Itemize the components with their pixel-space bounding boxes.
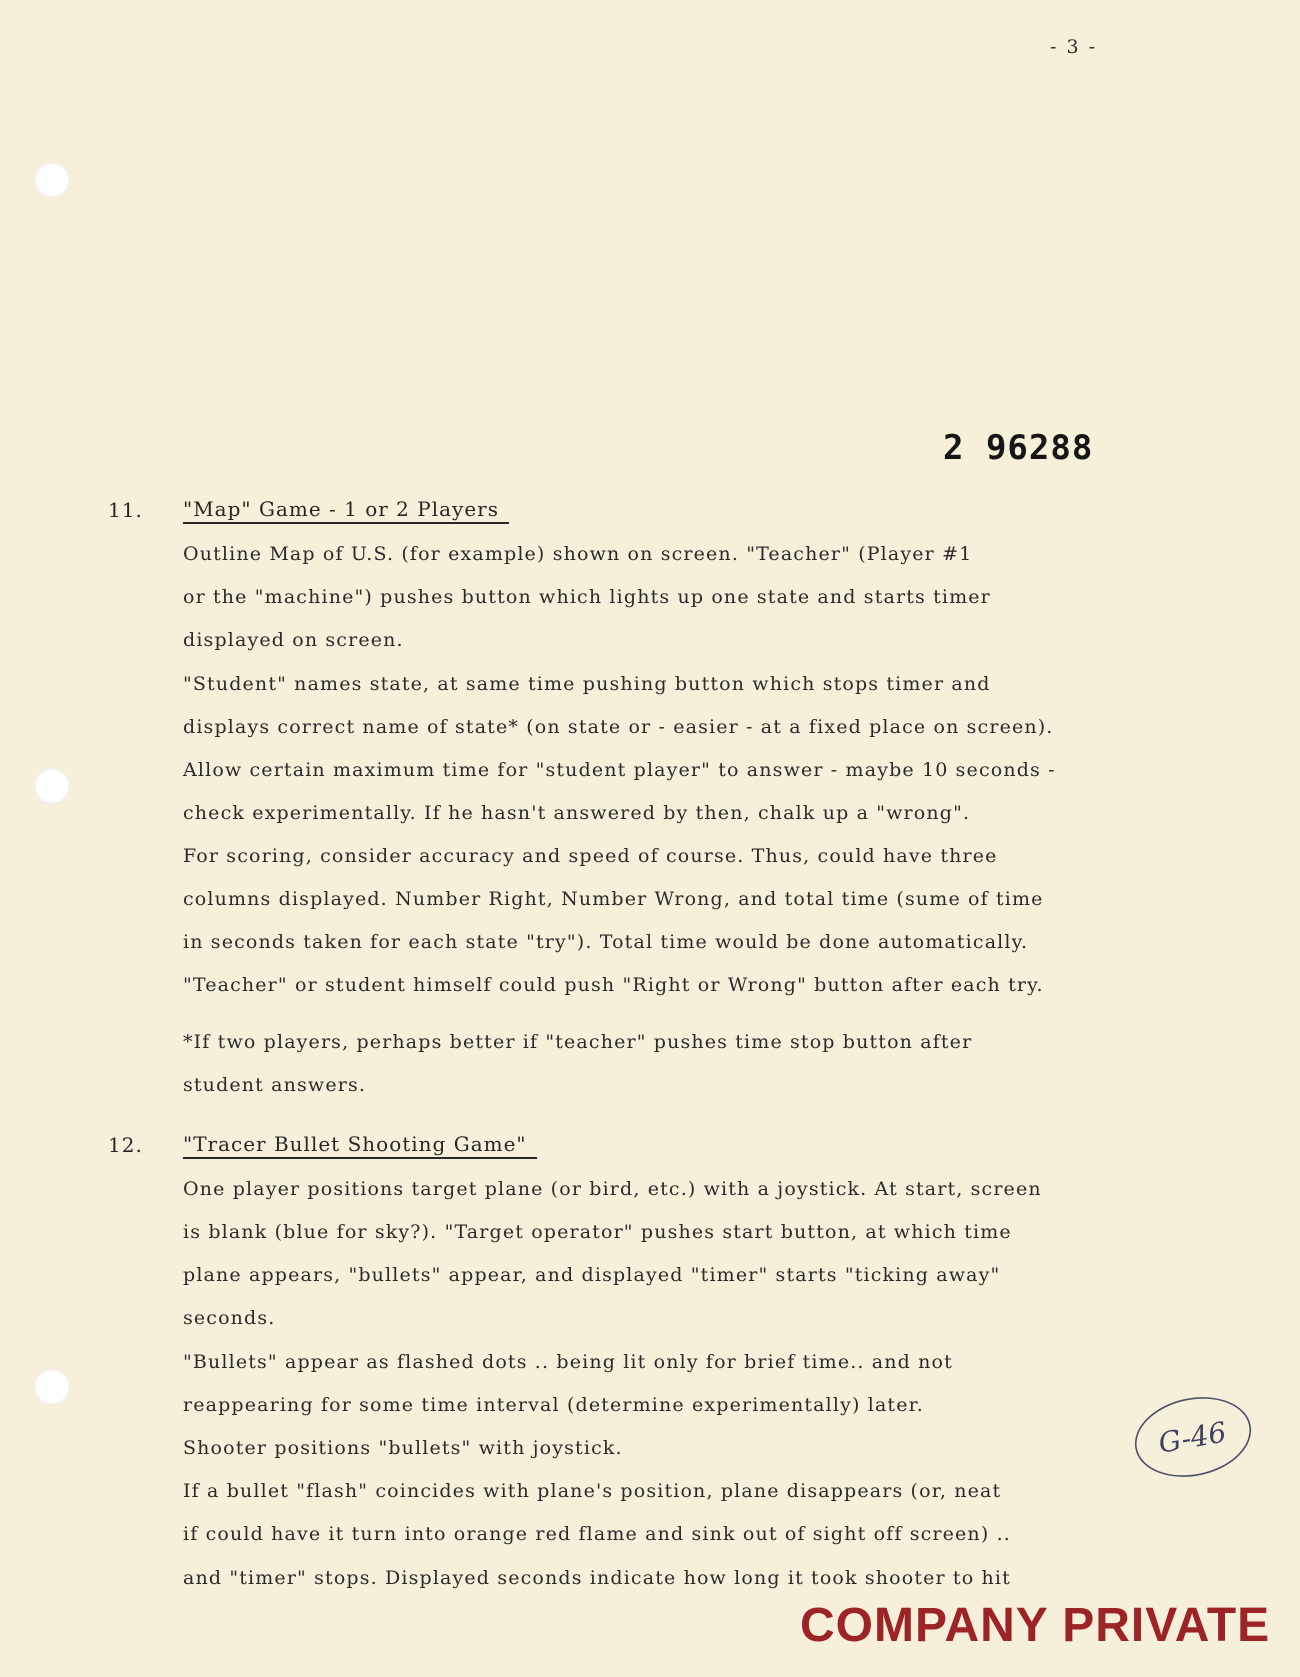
binder-hole-bottom — [34, 1369, 70, 1405]
section-number-11: 11. — [108, 498, 143, 522]
section-11-line: or the "machine") pushes button which lights up one state and starts timer — [183, 586, 991, 608]
section-11-footnote: *If two players, perhaps better if "teacher" pushes time stop button after — [183, 1031, 973, 1053]
section-number-12: 12. — [108, 1133, 143, 1157]
section-11-line: check experimentally. If he hasn't answered by then, chalk up a "wrong". — [183, 802, 971, 824]
section-heading-map-game: "Map" Game - 1 or 2 Players — [183, 497, 509, 524]
section-11-footnote: student answers. — [183, 1074, 367, 1096]
section-12-line: if could have it turn into orange red flame and sink out of sight off screen) .. — [183, 1523, 1011, 1545]
binder-hole-middle — [34, 768, 70, 804]
page-number: - 3 - — [1050, 36, 1098, 58]
section-11-line: displayed on screen. — [183, 629, 404, 651]
company-private-stamp: COMPANY PRIVATE — [800, 1599, 1271, 1652]
section-12-line: One player positions target plane (or bird, etc.) with a joystick. At start, screen — [183, 1178, 1042, 1200]
section-12-line: If a bullet "flash" coincides with plane's position, plane disappears (or, neat — [183, 1480, 1002, 1502]
section-11-line: "Student" names state, at same time pushing button which stops timer and — [183, 673, 991, 695]
binder-hole-top — [34, 162, 70, 198]
section-11-line: displays correct name of state* (on state or - easier - at a fixed place on screen). — [183, 716, 1054, 738]
section-12-line: is blank (blue for sky?). "Target operator" pushes start button, at which time — [183, 1221, 1012, 1243]
section-12-line: plane appears, "bullets" appear, and displayed "timer" starts "ticking away" — [183, 1264, 1001, 1286]
handwritten-note-text: G-46 — [1156, 1415, 1229, 1460]
document-number: 2 96288 — [943, 428, 1094, 468]
section-12-line: Shooter positions "bullets" with joystick. — [183, 1437, 623, 1459]
section-11-line: "Teacher" or student himself could push "Right or Wrong" button after each try. — [183, 974, 1044, 996]
section-11-line: For scoring, consider accuracy and speed of course. Thus, could have three — [183, 845, 998, 867]
section-12-line: seconds. — [183, 1307, 276, 1329]
section-12-line: "Bullets" appear as flashed dots .. being lit only for brief time.. and not — [183, 1351, 953, 1373]
section-heading-tracer-bullet: "Tracer Bullet Shooting Game" — [183, 1132, 537, 1159]
section-11-line: Allow certain maximum time for "student player" to answer - maybe 10 seconds - — [183, 759, 1056, 781]
section-11-line: in seconds taken for each state "try"). Total time would be done automatically. — [183, 931, 1029, 953]
section-12-line: and "timer" stops. Displayed seconds indicate how long it took shooter to hit — [183, 1567, 1011, 1589]
handwritten-note — [1131, 1393, 1255, 1481]
section-11-line: Outline Map of U.S. (for example) shown on screen. "Teacher" (Player #1 — [183, 543, 973, 565]
section-11-line: columns displayed. Number Right, Number Wrong, and total time (sume of time — [183, 888, 1044, 910]
section-12-line: reappearing for some time interval (determine experimentally) later. — [183, 1394, 924, 1416]
